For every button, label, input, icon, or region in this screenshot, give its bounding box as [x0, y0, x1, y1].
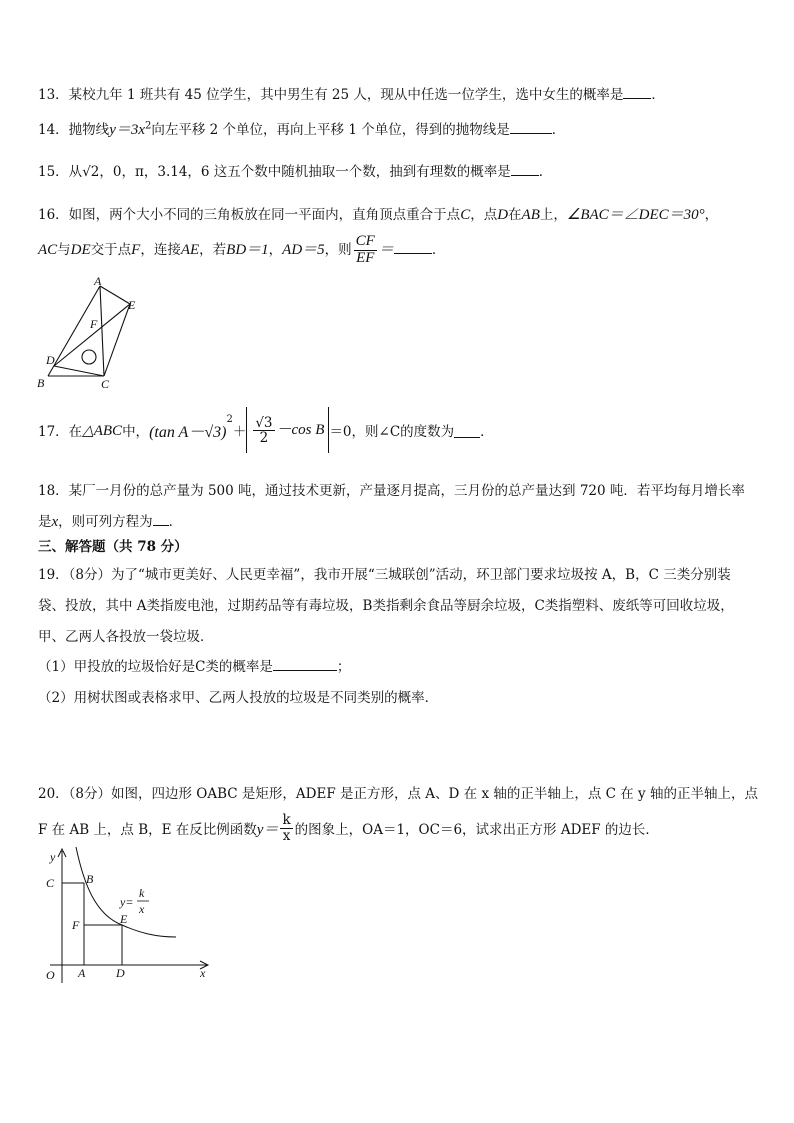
question-18-line1: [38, 479, 745, 499]
q16-text-2l: ，则: [324, 241, 352, 258]
q14-text-b: 向左平移 2 个单位，再向上平移 1 个单位，得到的抛物线是: [151, 122, 510, 138]
q17-end: ．: [480, 424, 494, 440]
q17-abs: [246, 407, 329, 453]
q16-blank: [394, 239, 432, 254]
q17-triangle: △ABC: [82, 422, 123, 439]
segment-ae: [100, 286, 130, 304]
label-f: F: [72, 918, 80, 932]
q19-text-1: 19．（8分）为了“城市更美好、人民更幸福”，我市开展“三城联创”活动，环卫部门要求垃圾按 A，B，C 三类分别装: [38, 567, 731, 583]
question-17: [38, 406, 494, 454]
q16-ab: AB: [521, 207, 540, 223]
q16-end: ．: [431, 241, 446, 258]
q17-frac-den: 2: [259, 430, 269, 446]
label-b: B: [86, 872, 94, 886]
q20-func: y＝: [256, 821, 279, 838]
q18-end: ．: [168, 514, 183, 530]
question-15: [38, 160, 552, 180]
q16-angle: ∠BAC＝∠DEC＝30°: [566, 207, 705, 223]
q16-text-2j: ，: [268, 241, 283, 258]
q17-sup: 2: [226, 414, 233, 425]
q17-frac-num: √3: [255, 414, 273, 431]
q16-c: C: [460, 207, 471, 223]
q17-blank: [454, 423, 480, 438]
q15-blank: [511, 161, 539, 176]
q14-formula: y＝3x: [109, 122, 146, 138]
q20-text-1: 20．（8分）如图，四边形 OABC 是矩形，ADEF 是正方形，点 A、D 在 x 轴的正半轴上，点 C 在 y 轴的正半轴上，点: [38, 786, 758, 802]
question-16-line2: [38, 234, 445, 267]
circle-hole: [82, 350, 96, 364]
q17-text-b: 中，: [122, 424, 150, 440]
q16-f: F: [131, 241, 141, 258]
q18-x: x: [51, 514, 59, 530]
segment-ac: [100, 286, 104, 376]
q17-text-a: 17．在: [38, 424, 83, 440]
label-e: E: [120, 912, 128, 926]
q13-blank: [623, 84, 651, 99]
q16-frac-den: EF: [356, 249, 375, 266]
question-20-line1: [38, 782, 758, 802]
q20-figure: [36, 845, 216, 985]
q13-end: ．: [651, 87, 665, 103]
square-adef: [84, 925, 122, 965]
q20-frac-den: x: [282, 827, 291, 844]
label-c: C: [101, 377, 110, 391]
label-func-x: x: [139, 902, 145, 916]
label-o: O: [46, 968, 55, 982]
label-a: A: [78, 966, 86, 980]
q19-part1-end: ；: [336, 659, 351, 675]
q17-expr1: (tan A－√3): [149, 423, 227, 441]
label-a: A: [94, 276, 102, 288]
label-d: D: [116, 966, 125, 980]
q20-frac-num: k: [282, 812, 291, 829]
q16-text-2f: ，连接: [140, 241, 181, 258]
question-13: [38, 83, 665, 103]
q14-text-a: 14．抛物线: [38, 122, 110, 138]
label-f: F: [90, 317, 98, 331]
q16-d: D: [497, 207, 509, 223]
q20-text-2a: F 在 AB 上，点 B，E 在反比例函数: [38, 822, 257, 838]
segment-dc: [54, 366, 104, 376]
q16-bd: BD＝1: [226, 241, 269, 258]
q19-text-2: 袋、投放，其中 A类指废电池，过期药品等有毒垃圾，B类指剩余食品等厨余垃圾，C类指塑料、废纸等可回收垃圾，: [38, 598, 734, 614]
q19-blank: [273, 656, 337, 671]
q15-sqrt: √2: [82, 164, 100, 180]
q16-text-1e: ，: [704, 207, 719, 223]
label-d: D: [46, 353, 55, 367]
question-18-line2: [38, 510, 182, 531]
q14-sup: 2: [145, 120, 152, 132]
q16-frac-num: CF: [355, 233, 375, 249]
q14-end: ．: [551, 122, 566, 138]
label-func-y: y=: [120, 895, 134, 909]
label-e: E: [128, 298, 136, 312]
question-19-line1: [38, 563, 731, 583]
q14-blank: [510, 119, 552, 134]
q18-text-1: 18．某厂一月份的总产量为 500 吨，通过技术更新，产量逐月提高，三月份的总产量达到 720 吨．若平均每月增长率: [38, 483, 745, 499]
q20-text-2b: 的图象上，OA＝1，OC＝6，试求出正方形 ADEF 的边长．: [294, 822, 659, 838]
q19-part1-text: （1）甲投放的垃圾恰好是C类的概率是: [38, 659, 273, 675]
q17-fraction: [253, 416, 274, 445]
q19-part2-text: （2）用树状图或表格求甲、乙两人投放的垃圾是不同类别的概率．: [38, 690, 439, 706]
question-19-part1: [38, 655, 350, 675]
q19-text-3: 甲、乙两人各投放一袋垃圾．: [38, 629, 214, 645]
q16-text-1b: ，点: [470, 207, 498, 223]
q20-fraction: [280, 813, 292, 842]
q18-blank: [153, 511, 169, 526]
q16-ad: AD＝5: [282, 241, 325, 258]
section-heading: 三、解答题（共 78 分）: [38, 539, 188, 555]
q16-text-2h: ，若: [199, 241, 227, 258]
q16-text-1c: 在: [508, 207, 522, 223]
label-x: x: [200, 966, 206, 980]
q16-de: DE: [70, 241, 91, 258]
q17-plus: ＋: [232, 424, 247, 440]
question-14: [38, 118, 565, 139]
q16-text-1: 16．如图，两个大小不同的三角板放在同一平面内，直角顶点重合于点: [38, 207, 461, 223]
q16-ae: AE: [180, 241, 200, 258]
q15-end: ．: [538, 164, 553, 180]
label-b: B: [37, 376, 45, 390]
segment-ab: [48, 286, 100, 376]
q16-text-1d: 上，: [539, 207, 567, 223]
q16-figure: [34, 276, 144, 392]
q16-ac: AC: [38, 241, 58, 258]
question-20-line2: [38, 808, 659, 848]
question-19-part2: [38, 686, 438, 706]
q18-text-2b: ，则可列方程为: [58, 514, 153, 530]
q15-text-b: ，0，π，3.14，6 这五个数中随机抽取一个数，抽到有理数的概率是: [99, 164, 511, 180]
question-16-line1: [38, 203, 718, 224]
q13-text: 13．某校九年 1 班共有 45 位学生，其中男生有 25 人，现从中任选一位学生，选中女生的概率是: [38, 87, 624, 103]
q17-expr2: －cos B: [276, 422, 325, 438]
question-19-line2: [38, 594, 734, 614]
q16-text-2d: 交于点: [90, 241, 132, 258]
q18-text-2a: 是: [38, 514, 52, 530]
q15-text-a: 15．从: [38, 164, 83, 180]
label-y: y: [50, 850, 56, 864]
q16-eq: ＝: [378, 241, 394, 258]
q17-text-c: ＝0，则∠C的度数为: [329, 424, 455, 440]
q16-fraction: [354, 234, 377, 267]
q16-text-2b: 与: [57, 241, 71, 258]
label-func-k: k: [139, 886, 145, 900]
question-19-line3: [38, 625, 214, 645]
label-c: C: [46, 876, 55, 890]
